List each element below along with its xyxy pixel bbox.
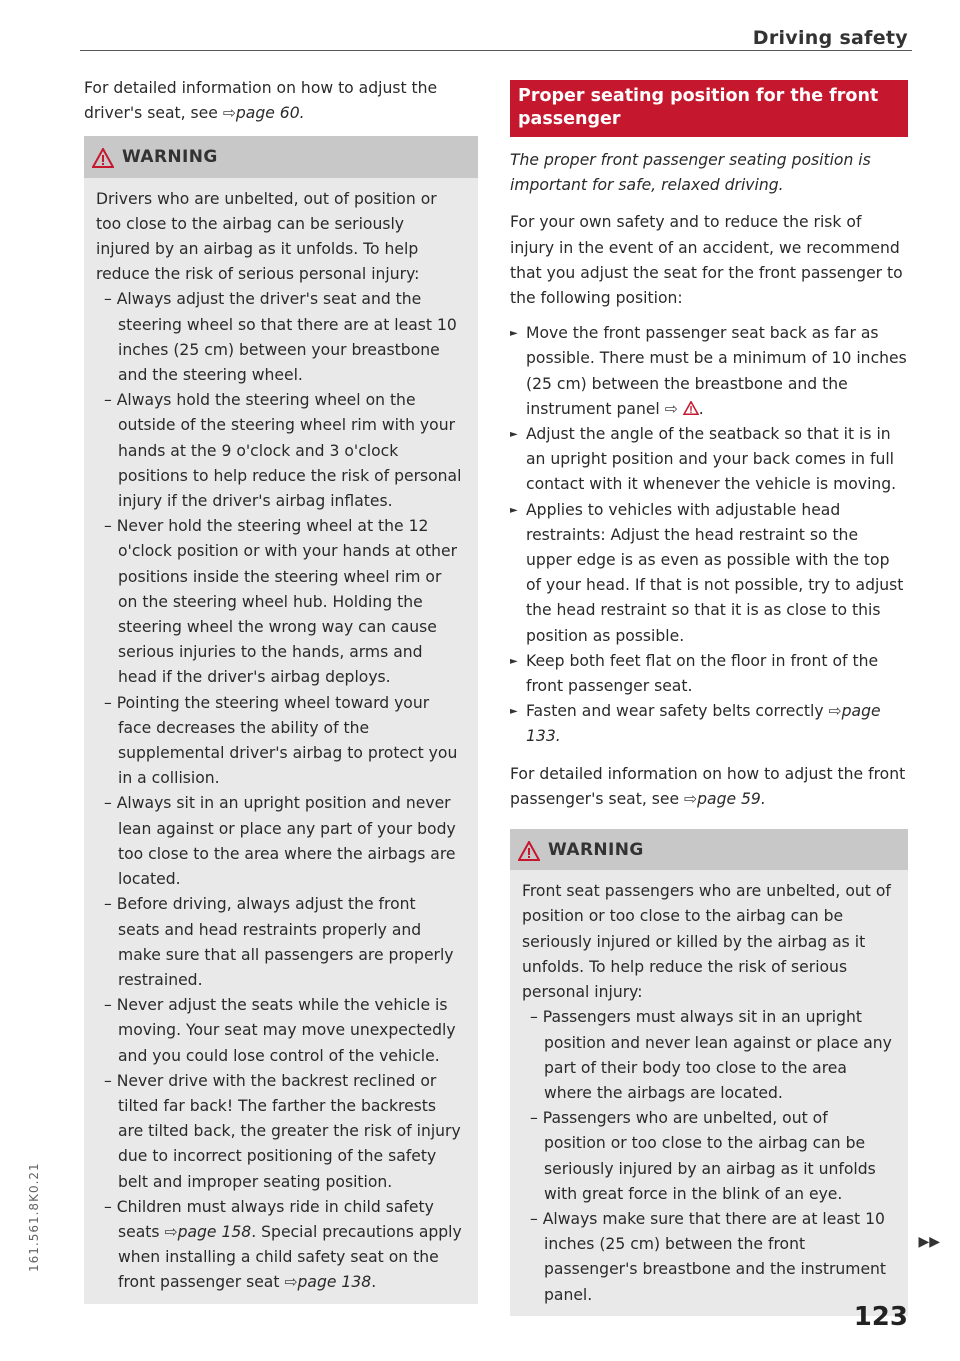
left-column — [84, 76, 478, 1304]
warning-list — [522, 1005, 892, 1307]
warning-triangle-icon — [92, 148, 114, 168]
list-item: ► Applies to vehicles with adjustable head restraints: Adjust the head restraint so the upper edge is as even as possible with the top of your head. If that is not possible, try to adjust the head restraint so that it is as close to this position as possible. — [510, 498, 908, 649]
list-item: – Never hold the steering wheel at the 12 o'clock position or with your hands at other positions inside the steering wheel rim or on the steering wheel hub. Holding the steering wheel the wrong way can cause serious injuries to the hands, arms and head if the driver's airbag deploys. — [96, 514, 462, 690]
list-item: – Always make sure that there are at least 10 inches (25 cm) between the front passenger's breastbone and the instrument panel. — [522, 1207, 892, 1308]
list-item: – Passengers who are unbelted, out of position or too close to the airbag can be seriously injured by an airbag as it unfolds with great force in the blink of an eye. — [522, 1106, 892, 1207]
warning-body — [84, 178, 478, 1304]
section-outro: For detailed information on how to adjust the front passenger's seat, see ⇨page 59. — [510, 764, 906, 808]
list-item: – Children must always ride in child safety seats ⇨page 158. Special precautions apply when installing a child safety seat on the front passenger seat ⇨page 138. — [96, 1195, 462, 1296]
warning-text: Front seat passengers who are unbelted, out of position or too close to the airbag can be seriously injured or killed by the airbag as it unfolds. To help reduce the risk of serious personal injury: — [522, 882, 891, 1002]
list-item: ► Adjust the angle of the seatback so that it is in an upright position and your back comes in full contact with it whenever the vehicle is moving. — [510, 422, 908, 498]
arrow-right-icon: ⇨ — [284, 1273, 298, 1292]
warning-header: WARNING — [510, 829, 908, 870]
document-code: 161.561.8K0.21 — [27, 1162, 41, 1272]
page-link[interactable]: ⇨page 59. — [684, 789, 766, 808]
warning-triangle-icon — [518, 841, 540, 861]
right-column — [510, 76, 908, 1316]
continue-arrow-icon: ▶▶ — [918, 1234, 940, 1250]
arrow-right-icon: ⇨ — [828, 702, 842, 721]
list-item: – Passengers must always sit in an upright position and never lean against or place any part of their body too close to the area where the airbags are located. — [522, 1005, 892, 1106]
list-item: – Never drive with the backrest reclined or tilted far back! The farther the backrests are tilted back, the greater the risk of injury due to incorrect positioning of the safety belt and improper seating position. — [96, 1069, 462, 1195]
list-item: ► Move the front passenger seat back as far as possible. There must be a minimum of 10 inches (25 cm) between the breastbone and the instrument panel ⇨ . — [510, 321, 908, 422]
left-intro: For detailed information on how to adjust the driver's seat, see ⇨page 60. — [84, 79, 438, 123]
list-item: ► Keep both feet flat on the floor in front of the front passenger seat. — [510, 649, 908, 699]
warning-body — [510, 870, 908, 1315]
list-item: – Always sit in an upright position and never lean against or place any part of your body too close to the area where the airbags are located. — [96, 791, 462, 892]
arrow-right-icon: ⇨ — [684, 789, 698, 808]
warning-box — [84, 136, 478, 1303]
page-link[interactable]: ⇨page 133. — [526, 702, 881, 746]
arrow-right-icon: ⇨ — [164, 1222, 178, 1241]
page-link[interactable]: ⇨page 60. — [222, 104, 305, 123]
list-item: – Pointing the steering wheel toward your face decreases the ability of the supplemental driver's airbag to protect you in a collision. — [96, 691, 462, 792]
section-intro: The proper front passenger seating position is important for safe, relaxed driving. — [510, 151, 871, 195]
list-item: – Before driving, always adjust the front seats and head restraints properly and make sure that all passengers are properly restrained. — [96, 892, 462, 993]
arrow-right-icon: ⇨ — [222, 104, 236, 123]
warning-list — [96, 287, 462, 1295]
page-link[interactable]: ⇨page 138 — [284, 1273, 372, 1292]
list-item: – Always adjust the driver's seat and the steering wheel so that there are at least 10 inches (25 cm) between your breastbone and the steering wheel. — [96, 287, 462, 388]
list-item: ► Fasten and wear safety belts correctly ⇨page 133. — [510, 699, 908, 749]
section-title: Driving safety — [752, 27, 908, 49]
section-heading: Proper seating position for the front passenger — [510, 80, 908, 137]
list-item: – Never adjust the seats while the vehicle is moving. Your seat may move unexpectedly and you could lose control of the vehicle. — [96, 993, 462, 1069]
arrow-right-icon[interactable]: ⇨ — [664, 399, 678, 418]
section-body: For your own safety and to reduce the risk of injury in the event of an accident, we recommend that you adjust the seat for the front passenger to the following position: — [510, 213, 903, 308]
page-number: 123 — [853, 1302, 908, 1332]
step-list — [510, 321, 908, 749]
list-item: – Always hold the steering wheel on the outside of the steering wheel rim with your hands at the 9 o'clock and 3 o'clock positions to help reduce the risk of personal injury if the driver's airbag inflates. — [96, 388, 462, 514]
warning-triangle-icon[interactable] — [683, 401, 699, 415]
warning-box — [510, 829, 908, 1316]
header-rule — [80, 50, 912, 51]
warning-text: Drivers who are unbelted, out of position or too close to the airbag can be seriously injured by an airbag as it unfolds. To help reduce the risk of serious personal injury: — [96, 189, 437, 284]
page-link[interactable]: ⇨page 158 — [164, 1222, 252, 1241]
warning-header: WARNING — [84, 136, 478, 177]
